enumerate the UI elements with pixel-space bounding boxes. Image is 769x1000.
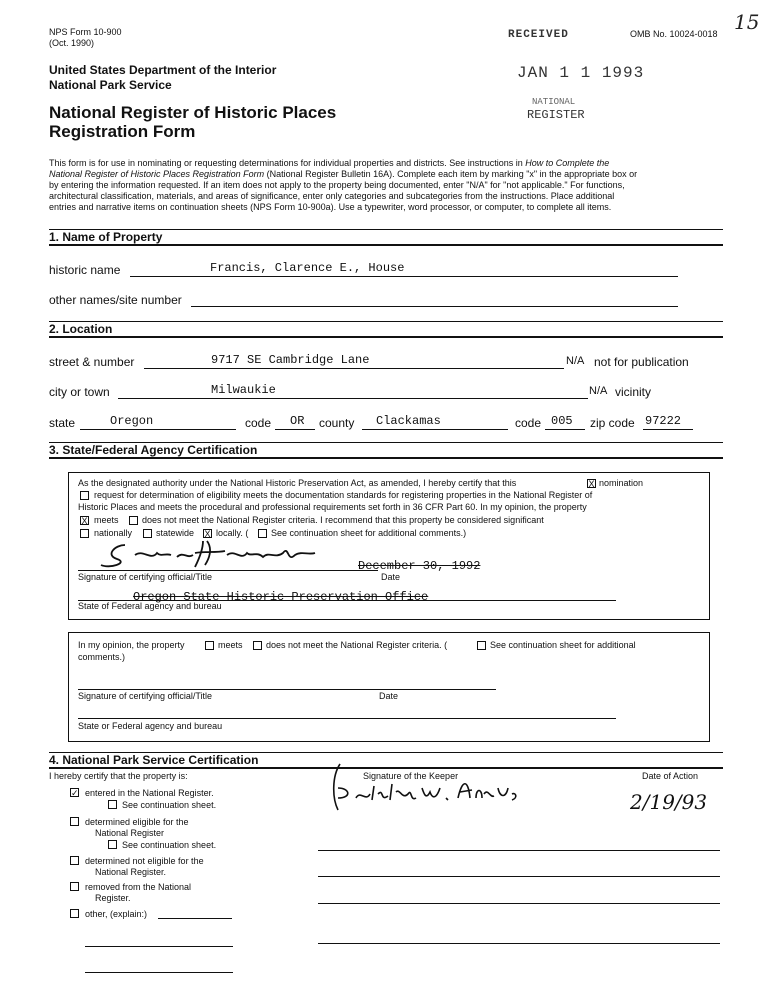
zip-code-field[interactable]: 97222 — [645, 414, 682, 428]
locally-label: locally. ( — [216, 528, 249, 538]
removed-checkbox[interactable] — [70, 882, 79, 891]
city-line — [118, 398, 588, 399]
not-eligible-checkbox[interactable] — [70, 856, 79, 865]
entered-label: entered in the National Register. — [85, 788, 214, 798]
other-explain-line-3[interactable] — [85, 972, 233, 973]
state-code-label: code — [245, 416, 272, 430]
eligible-signature-line — [318, 850, 720, 851]
opinion-line-1: In my opinion, the property — [78, 640, 185, 650]
other-signature-line — [318, 943, 720, 944]
county-line — [362, 429, 508, 430]
eligible-label-1: determined eligible for the — [85, 817, 189, 827]
opinion-agency-line — [78, 718, 616, 719]
form-title-line-2: Registration Form — [49, 122, 196, 141]
cert-line-1: As the designated authority under the National Historic Preservation Act, as amended, I hereby certify that this — [78, 478, 517, 488]
opinion-agency-label: State or Federal agency and bureau — [78, 721, 223, 731]
opinion-continuation-label: See continuation sheet for additional — [490, 640, 636, 650]
opinion-continuation-checkbox[interactable] — [477, 641, 486, 650]
certifying-signature — [95, 535, 335, 575]
city-field[interactable]: Milwaukie — [211, 383, 276, 397]
county-code-label: code — [515, 416, 542, 430]
received-stamp: RECEIVED — [508, 29, 569, 41]
section-1-title: 1. Name of Property — [49, 230, 163, 244]
meets-checkbox[interactable]: X — [81, 516, 88, 526]
not-eligible-signature-line — [318, 876, 720, 877]
section-3-title: 3. State/Federal Agency Certification — [49, 443, 258, 457]
date-of-action-field[interactable]: 2/19/93 — [630, 790, 708, 814]
cert-date-field[interactable]: December 30, 1992 — [358, 559, 481, 573]
stamp-date: JAN 1 1 1993 — [517, 64, 645, 82]
instructions-line-5: entries and narrative items on continuation sheets (NPS Form 10-900a). Use a typewriter, word processor, or computer, to complete all items. — [49, 202, 612, 212]
form-date: (Oct. 1990) — [49, 38, 95, 48]
not-for-publication-mark[interactable]: N/A — [566, 355, 585, 367]
removed-label-1: removed from the National — [85, 882, 192, 892]
historic-name-field[interactable]: Francis, Clarence E., House — [210, 261, 405, 275]
state-field[interactable]: Oregon — [110, 414, 154, 428]
removed-signature-line — [318, 903, 720, 904]
form-number: NPS Form 10-900 — [49, 27, 122, 37]
cert-date-label: Date — [381, 572, 401, 582]
signature-line — [78, 570, 378, 571]
instructions-line-2: National Register of Historic Places Registration Form (National Register Bulletin 16A). Complete each item by marking "x" in the appropriate box or — [49, 169, 638, 179]
section-2-top-rule — [49, 321, 723, 322]
entered-checkbox[interactable]: ✓ — [71, 788, 79, 798]
certify-label: I hereby certify that the property is: — [49, 771, 188, 781]
instructions-line-3: by entering the information requested. If an item does not apply to the property being documented, enter "N/A" for "not applicable." For functions, — [49, 180, 625, 190]
determination-checkbox[interactable] — [80, 491, 89, 500]
historic-name-line — [130, 276, 678, 277]
service-name: National Park Service — [49, 78, 172, 92]
cert-line-3: Historic Places and meets the procedural and professional requirements set forth in 36 CFR Part 60. In my opinion, the property — [78, 502, 587, 512]
other-names-label: other names/site number — [49, 293, 182, 307]
omb-number: OMB No. 10024-0018 — [630, 29, 718, 39]
meets-label: meets — [94, 515, 119, 525]
other-explain-line-2[interactable] — [85, 946, 233, 947]
stamp-line-2: NATIONAL — [532, 97, 576, 107]
does-not-meet-checkbox[interactable] — [129, 516, 138, 525]
county-code-line — [545, 429, 585, 430]
nomination-checkbox[interactable]: X — [588, 479, 595, 489]
does-not-meet-label: does not meet the National Register criteria. I recommend that this property be considered significant — [142, 515, 544, 525]
section-2-title: 2. Location — [49, 322, 113, 336]
not-eligible-label-1: determined not eligible for the — [85, 856, 204, 866]
entered-continuation-label: See continuation sheet. — [122, 800, 217, 810]
signature-label: Signature of certifying official/Title — [78, 572, 213, 582]
eligible-continuation-checkbox[interactable] — [108, 840, 117, 849]
vicinity-mark[interactable]: N/A — [589, 385, 608, 397]
nomination-label: nomination — [599, 478, 644, 488]
state-code-line — [275, 429, 315, 430]
not-eligible-label-2: National Register. — [95, 867, 167, 877]
date-of-action-label: Date of Action — [642, 771, 699, 781]
street-label: street & number — [49, 355, 135, 369]
other-checkbox[interactable] — [70, 909, 79, 918]
form-title-line-1: National Register of Historic Places — [49, 103, 337, 122]
page-number: 15 — [734, 10, 760, 34]
nationally-label: nationally — [94, 528, 133, 538]
opinion-signature-line — [78, 689, 496, 690]
opinion-meets-label: meets — [218, 640, 243, 650]
locally-checkbox[interactable]: X — [204, 529, 211, 539]
cert-line-2: request for determination of eligibility meets the documentation standards for registering properties in the National Register of — [94, 490, 593, 500]
agency-label: State of Federal agency and bureau — [78, 601, 222, 611]
opinion-not-meets-label: does not meet the National Register criteria. ( — [266, 640, 448, 650]
historic-name-label: historic name — [49, 263, 121, 277]
opinion-meets-checkbox[interactable] — [205, 641, 214, 650]
vicinity-label: vicinity — [615, 385, 652, 399]
zip-code-label: zip code — [590, 416, 635, 430]
eligible-checkbox[interactable] — [70, 817, 79, 826]
opinion-signature-label: Signature of certifying official/Title — [78, 691, 213, 701]
keeper-label: Signature of the Keeper — [363, 771, 459, 781]
zip-code-line — [643, 429, 693, 430]
eligible-continuation-label: See continuation sheet. — [122, 840, 217, 850]
county-field[interactable]: Clackamas — [376, 414, 441, 428]
not-for-publication-label: not for publication — [594, 355, 689, 369]
county-code-field[interactable]: 005 — [551, 414, 573, 428]
state-code-field[interactable]: OR — [290, 414, 305, 428]
street-line — [144, 368, 564, 369]
stamp-line-3: REGISTER — [527, 108, 585, 122]
instructions-line-1: This form is for use in nominating or requesting determinations for individual properties and districts. See instructions in How to Complete the — [49, 158, 610, 168]
street-field[interactable]: 9717 SE Cambridge Lane — [211, 353, 370, 367]
other-label: other, (explain:) — [85, 909, 148, 919]
section-3-bottom-rule — [49, 457, 723, 459]
cert-continuation-label: See continuation sheet for additional comments.) — [271, 528, 467, 538]
state-label: state — [49, 416, 76, 430]
section-4-title: 4. National Park Service Certification — [49, 753, 259, 767]
agency-field[interactable]: Oregon State Historic Preservation Office — [133, 590, 429, 604]
removed-label-2: Register. — [95, 893, 131, 903]
keeper-signature — [322, 758, 522, 818]
instructions-line-4: architectural classification, materials, and areas of significance, enter only categories and subcategories from the instructions. Place additional — [49, 191, 615, 201]
nationally-checkbox[interactable] — [80, 529, 89, 538]
city-label: city or town — [49, 385, 110, 399]
eligible-label-2: National Register — [95, 828, 165, 838]
state-line — [80, 429, 236, 430]
other-explain-line[interactable] — [158, 918, 232, 919]
section-1-bottom-rule — [49, 244, 723, 246]
other-names-line — [191, 306, 678, 307]
county-label: county — [319, 416, 355, 430]
opinion-not-meets-checkbox[interactable] — [253, 641, 262, 650]
statewide-label: statewide — [156, 528, 195, 538]
opinion-date-label: Date — [379, 691, 399, 701]
entered-continuation-checkbox[interactable] — [108, 800, 117, 809]
opinion-line-2: comments.) — [78, 652, 126, 662]
department-name: United States Department of the Interior — [49, 63, 277, 77]
section-2-bottom-rule — [49, 336, 723, 338]
